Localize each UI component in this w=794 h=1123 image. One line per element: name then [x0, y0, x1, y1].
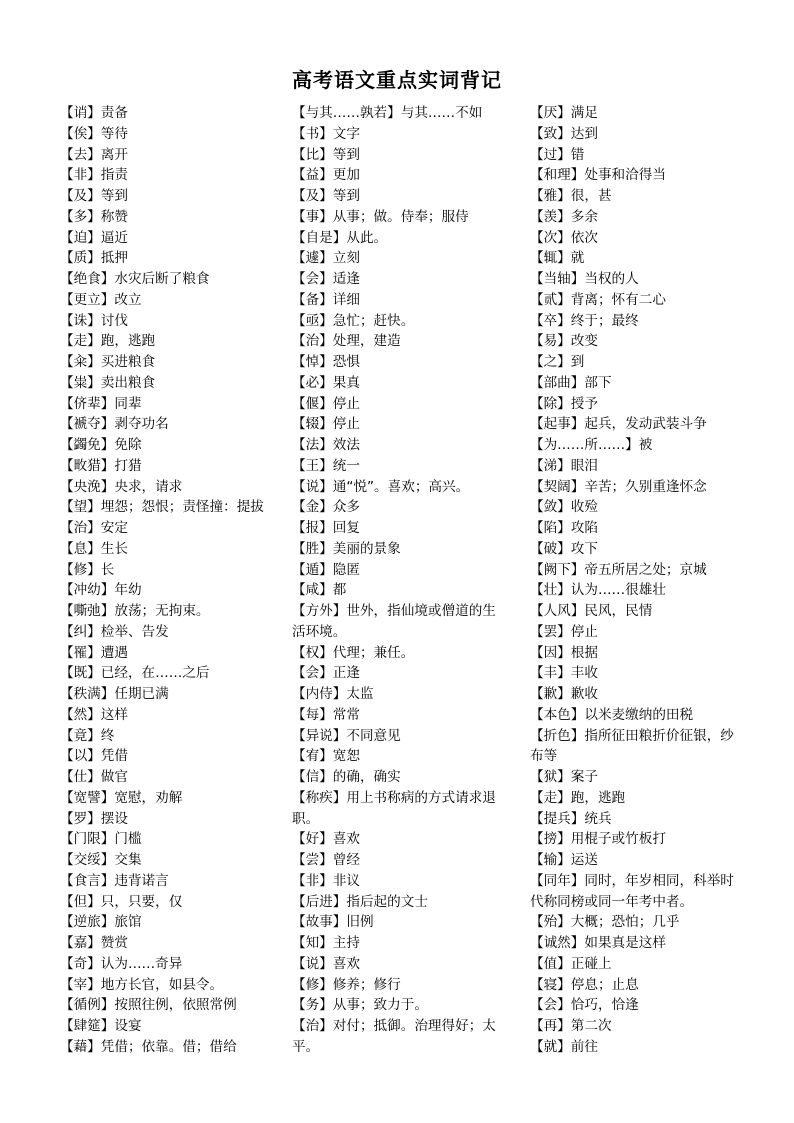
vocab-entry: 【罗】摆设	[60, 810, 128, 827]
vocab-entry: 【更立】改立	[60, 291, 142, 308]
vocab-entry: 【阙下】帝五所居之处；京城	[530, 561, 707, 578]
vocab-entry: 【易】改变	[530, 333, 598, 350]
vocab-entry: 【嘶弛】放荡；无拘束。	[60, 603, 210, 619]
vocab-entry: 【法】效法	[292, 437, 360, 453]
vocab-entry: 【及】等到	[60, 188, 128, 204]
vocab-entry: 【务】从事；致力于。	[292, 997, 428, 1014]
vocab-entry: 【非】非议	[292, 872, 360, 889]
vocab-entry: 【折色】指所征田粮折价征银，纱布等	[530, 727, 734, 765]
vocab-entry: 【输】运送	[530, 852, 598, 868]
vocab-entry: 【非】指责	[60, 167, 128, 184]
vocab-column-1	[60, 103, 272, 1058]
vocab-entry: 【宰】地方长官，如县令。	[60, 976, 224, 993]
vocab-entry: 【交绥】交集	[60, 852, 142, 868]
vocab-entry: 【亟】急忙；赶快。	[292, 312, 415, 329]
vocab-entry: 【提兵】统兵	[530, 810, 612, 827]
vocab-entry: 【及】等到	[292, 188, 360, 204]
vocab-entry: 【诛】讨伐	[60, 312, 128, 329]
vocab-entry: 【卒】终于；最终	[530, 312, 639, 329]
vocab-entry: 【诚然】如果真是这样	[530, 935, 666, 951]
vocab-entry: 【咸】都	[292, 582, 347, 599]
vocab-entry: 【绝食】水灾后断了粮食	[60, 271, 210, 287]
vocab-entry: 【既】已经，在……之后	[60, 665, 210, 682]
vocab-entry: 【罹】遭遇	[60, 644, 128, 661]
vocab-entry: 【和理】处事和洽得当	[530, 167, 666, 184]
vocab-entry: 【故事】旧例	[292, 914, 374, 931]
vocab-entry: 【破】攻下	[530, 540, 598, 557]
vocab-entry: 【粜】卖出粮食	[60, 374, 156, 391]
vocab-entry: 【奇】认为……奇异	[60, 955, 183, 972]
vocab-entry: 【畋猎】打猎	[60, 457, 142, 474]
vocab-entry: 【说】通“悦”。喜欢；高兴。	[292, 478, 470, 495]
vocab-entry: 【俟】等待	[60, 125, 128, 142]
vocab-entry: 【契阔】辛苦；久别重逢怀念	[530, 478, 707, 495]
vocab-entry: 【修】长	[60, 561, 115, 578]
vocab-entry: 【羡】多余	[530, 208, 598, 225]
vocab-entry: 【值】正碰上	[530, 955, 612, 972]
vocab-entry: 【异说】不同意见	[292, 727, 401, 744]
vocab-entry: 【仕】做官	[60, 769, 128, 785]
vocab-entry: 【胜】美丽的景象	[292, 540, 401, 557]
vocab-entry: 【后进】指后起的文士	[292, 893, 428, 910]
vocab-entry: 【冲幼】年幼	[60, 582, 142, 599]
vocab-entry: 【央浼】央求，请求	[60, 478, 183, 495]
vocab-entry: 【陷】攻陷	[530, 520, 598, 536]
vocab-entry: 【备】详细	[292, 291, 360, 308]
vocab-entry: 【雅】很，甚	[530, 188, 612, 204]
vocab-entry: 【就】前往	[530, 1038, 598, 1055]
vocab-entry: 【殆】大概；恐怕；几乎	[530, 914, 680, 931]
vocab-entry: 【迫】逼近	[60, 229, 128, 246]
vocab-entry: 【尝】曾经	[292, 852, 360, 868]
vocab-entry: 【会】恰巧，恰逢	[530, 997, 639, 1014]
vocab-entry: 【除】授予	[530, 395, 598, 412]
vocab-entry: 【权】代理；兼任。	[292, 644, 415, 661]
vocab-entry: 【质】抵押	[60, 250, 128, 267]
vocab-entry: 【本色】以米麦缴纳的田税	[530, 706, 694, 723]
vocab-entry: 【致】达到	[530, 125, 598, 142]
vocab-entry: 【辄】就	[530, 250, 585, 267]
vocab-entry: 【然】这样	[60, 706, 128, 723]
vocab-entry: 【同年】同时，年岁相同，科举时代称同榜或同一年考中者。	[530, 872, 734, 910]
vocab-entry: 【好】喜欢	[292, 831, 360, 848]
vocab-entry: 【人风】民风，民情	[530, 603, 653, 619]
vocab-entry: 【遁】隐匿	[292, 561, 360, 578]
vocab-entry: 【逆旅】旅馆	[60, 914, 142, 931]
vocab-entry: 【寝】停息；止息	[530, 976, 639, 993]
vocab-entry: 【王】统一	[292, 457, 360, 474]
vocab-entry: 【涕】眼泪	[530, 457, 598, 474]
vocab-entry: 【说】喜欢	[292, 955, 360, 972]
vocab-entry: 【食言】违背诺言	[60, 872, 169, 889]
vocab-entry: 【遽】立刻	[292, 250, 360, 267]
vocab-entry: 【诮】责备	[60, 105, 128, 121]
vocab-entry: 【益】更加	[292, 167, 360, 184]
vocab-entry: 【门限】门槛	[60, 831, 142, 848]
vocab-entry: 【再】第二次	[530, 1018, 612, 1034]
vocab-entry: 【嘉】赞赏	[60, 935, 128, 951]
vocab-entry: 【搒】用棍子或竹板打	[530, 831, 666, 848]
vocab-entry: 【歉】歉收	[530, 686, 598, 702]
vocab-entry: 【辍】停止	[292, 416, 360, 433]
vocab-entry: 【事】从事；做。侍奉；服侍	[292, 208, 469, 225]
vocab-entry: 【籴】买进粮食	[60, 354, 156, 370]
vocab-entry: 【知】主持	[292, 935, 360, 951]
vocab-column-3	[530, 103, 738, 1058]
vocab-entry: 【治】对付；抵御。治理得好；太平。	[292, 1018, 496, 1055]
vocab-entry: 【书】文字	[292, 125, 360, 142]
vocab-entry: 【望】埋怨；怨恨；责怪撞：提拔	[60, 499, 264, 516]
vocab-entry: 【循例】按照往例，依照常例	[60, 997, 237, 1014]
vocab-entry: 【侪辈】同辈	[60, 395, 142, 412]
vocab-column-2	[292, 103, 504, 1058]
vocab-entry: 【会】正逢	[292, 665, 360, 682]
vocab-entry: 【悼】恐惧	[292, 354, 360, 370]
vocab-entry: 【敛】收殓	[530, 499, 598, 516]
vocab-entry: 【蠲免】免除	[60, 437, 142, 453]
vocab-entry: 【息】生长	[60, 540, 128, 557]
vocab-entry: 【宽譬】宽慰，劝解	[60, 789, 183, 806]
vocab-entry: 【贰】背离；怀有二心	[530, 291, 666, 308]
vocab-entry: 【走】跑，逃跑	[60, 333, 156, 350]
vocab-entry: 【褫夺】剥夺功名	[60, 416, 169, 433]
vocab-entry: 【当轴】当权的人	[530, 271, 639, 287]
vocab-entry: 【起事】起兵，发动武装斗争	[530, 416, 707, 433]
vocab-entry: 【之】到	[530, 354, 585, 370]
vocab-entry: 【治】处理，建造	[292, 333, 401, 350]
vocab-entry: 【但】只，只要，仅	[60, 893, 183, 910]
vocab-entry: 【治】安定	[60, 520, 128, 536]
vocab-entry: 【报】回复	[292, 520, 360, 536]
vocab-entry: 【比】等到	[292, 146, 360, 163]
vocab-entry: 【为……所……】被	[530, 437, 653, 453]
vocab-entry: 【称疾】用上书称病的方式请求退职。	[292, 789, 496, 827]
page-title: 高考语文重点实词背记	[292, 68, 502, 92]
vocab-entry: 【纠】检举、告发	[60, 623, 169, 640]
vocab-entry: 【自是】从此。	[292, 229, 388, 246]
vocab-entry: 【多】称赞	[60, 208, 128, 225]
vocab-entry: 【次】依次	[530, 229, 598, 246]
vocab-entry: 【秩满】任期已满	[60, 686, 169, 702]
vocab-entry: 【去】离开	[60, 146, 128, 163]
vocab-entry: 【狱】案子	[530, 769, 598, 785]
vocab-entry: 【修】修养；修行	[292, 976, 401, 993]
vocab-entry: 【壮】认为……很雄壮	[530, 582, 666, 599]
vocab-entry: 【与其……孰若】与其……不如	[292, 105, 483, 121]
vocab-entry: 【会】适逢	[292, 271, 360, 287]
vocab-entry: 【因】根据	[530, 644, 598, 661]
vocab-entry: 【厌】满足	[530, 105, 598, 121]
vocab-entry: 【以】凭借	[60, 748, 128, 765]
vocab-entry: 【每】常常	[292, 706, 360, 723]
vocab-entry: 【藉】凭借；依靠。借；借给	[60, 1038, 237, 1055]
vocab-entry: 【过】错	[530, 146, 585, 163]
vocab-entry: 【肆筵】设宴	[60, 1018, 142, 1034]
vocab-entry: 【竟】终	[60, 727, 115, 744]
vocab-entry: 【金】众多	[292, 499, 360, 516]
vocab-entry: 【走】跑，逃跑	[530, 789, 626, 806]
vocab-entry: 【偃】停止	[292, 395, 360, 412]
vocab-entry: 【部曲】部下	[530, 374, 612, 391]
vocab-entry: 【罢】停止	[530, 623, 598, 640]
vocab-entry: 【必】果真	[292, 374, 360, 391]
vocab-entry: 【宥】宽恕	[292, 748, 360, 765]
vocab-entry: 【内侍】太监	[292, 686, 374, 702]
vocab-entry: 【信】的确，确实	[292, 769, 401, 785]
vocab-entry: 【丰】丰收	[530, 665, 598, 682]
vocab-entry: 【方外】世外，指仙境或僧道的生活环境。	[292, 603, 496, 640]
